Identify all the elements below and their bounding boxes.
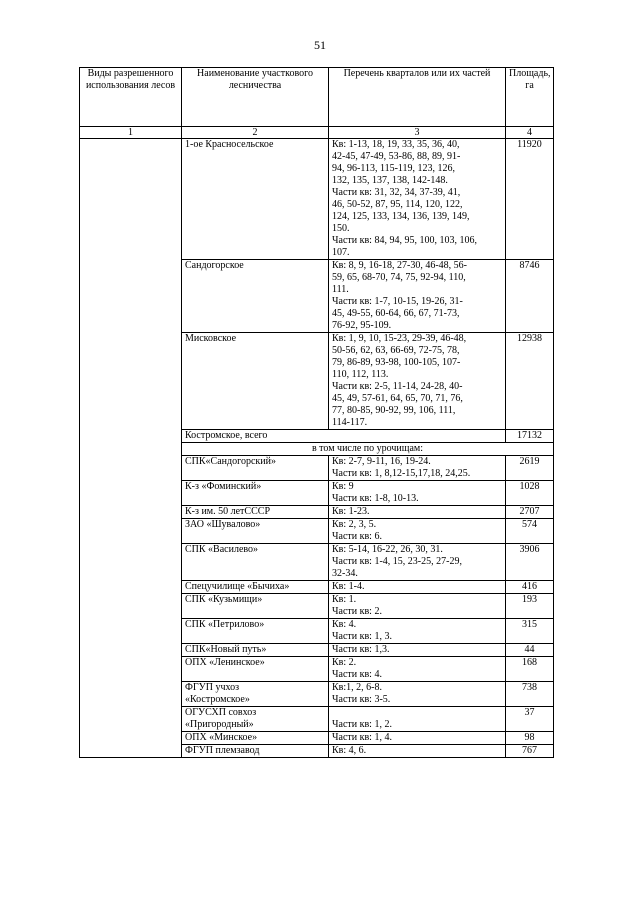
header-usage-type: Виды разрешенного использования лесов <box>80 68 182 127</box>
area-value: 315 <box>506 619 554 644</box>
area-value: 2707 <box>506 506 554 519</box>
area-value: 37 <box>506 707 554 732</box>
district-name: Сандогорское <box>182 260 329 333</box>
tract-name: ОПХ «Ленинское» <box>182 657 329 682</box>
tract-name: СПК «Петрилово» <box>182 619 329 644</box>
quarters-list: Кв:1, 2, 6-8. Части кв: 3-5. <box>329 682 506 707</box>
district-total-name: Костромское, всего <box>182 430 506 443</box>
quarters-list: Кв: 2-7, 9-11, 16, 19-24. Части кв: 1, 8,12-15,17,18, 24,25. <box>329 456 506 481</box>
header-district-name: Наименование участкового лесничества <box>182 68 329 127</box>
col-number: 2 <box>182 127 329 139</box>
quarters-list: Кв: 2. Части кв: 4. <box>329 657 506 682</box>
header-area: Площадь, га <box>506 68 554 127</box>
area-value: 738 <box>506 682 554 707</box>
quarters-list: Части кв: 1,3. <box>329 644 506 657</box>
quarters-list: Кв: 9 Части кв: 1-8, 10-13. <box>329 481 506 506</box>
tract-name: ФГУП племзавод <box>182 745 329 758</box>
quarters-list: Кв: 5-14, 16-22, 26, 30, 31. Части кв: 1-4, 15, 23-25, 27-29, 32-34. <box>329 544 506 581</box>
col-number: 1 <box>80 127 182 139</box>
tract-name: ОГУСХП совхоз «Пригородный» <box>182 707 329 732</box>
area-value: 17132 <box>506 430 554 443</box>
column-number-row <box>80 127 554 139</box>
district-name: Мисковское <box>182 333 329 430</box>
header-quarters-list: Перечень кварталов или их частей <box>329 68 506 127</box>
area-value: 193 <box>506 594 554 619</box>
quarters-list: Кв: 1-4. <box>329 581 506 594</box>
quarters-list: Кв: 1-23. <box>329 506 506 519</box>
quarters-list: Части кв: 1, 2. <box>329 707 506 732</box>
tract-name: СПК«Новый путь» <box>182 644 329 657</box>
quarters-list: Кв: 4, 6. <box>329 745 506 758</box>
area-value: 11920 <box>506 139 554 260</box>
quarters-list: Части кв: 1, 4. <box>329 732 506 745</box>
district-name: 1-ое Красносельское <box>182 139 329 260</box>
forest-quarters-table <box>79 67 554 758</box>
sub-header: в том числе по урочищам: <box>182 443 554 456</box>
tract-name: К-з им. 50 летСССР <box>182 506 329 519</box>
quarters-list: Кв: 4. Части кв: 1, 3. <box>329 619 506 644</box>
quarters-list: Кв: 1-13, 18, 19, 33, 35, 36, 40, 42-45, 47-49, 53-86, 88, 89, 91- 94, 96-113, 115-119, 123, 126, 132, 135, 137, 138, 142-148. Части кв: 31, 32, 34, 37-39, 41, 46, 50-52, 87, 95, 114, 120, 122, 124, 125, 133, 134, 136, 139, 149, 150. Части кв: 84, 94, 95, 100, 103, 106, 107. <box>329 139 506 260</box>
tract-name: ОПХ «Минское» <box>182 732 329 745</box>
area-value: 2619 <box>506 456 554 481</box>
quarters-list: Кв: 8, 9, 16-18, 27-30, 46-48, 56- 59, 65, 68-70, 74, 75, 92-94, 110, 111. Части кв: 1-7, 10-15, 19-26, 31- 45, 49-55, 60-64, 66, 67, 71-73, 76-92, 95-109. <box>329 260 506 333</box>
area-value: 1028 <box>506 481 554 506</box>
quarters-list: Кв: 1, 9, 10, 15-23, 29-39, 46-48, 50-56, 62, 63, 66-69, 72-75, 78, 79, 86-89, 93-98, 100-105, 107- 110, 112, 113. Части кв: 2-5, 11-14, 24-28, 40- 45, 49, 57-61, 64, 65, 70, 71, 76, 77, 80-85, 90-92, 99, 106, 111, 114-117. <box>329 333 506 430</box>
tract-name: К-з «Фоминский» <box>182 481 329 506</box>
area-value: 168 <box>506 657 554 682</box>
tract-name: СПК «Василево» <box>182 544 329 581</box>
quarters-list: Кв: 2, 3, 5. Части кв: 6. <box>329 519 506 544</box>
quarters-list: Кв: 1. Части кв: 2. <box>329 594 506 619</box>
tract-name: СПК«Сандогорский» <box>182 456 329 481</box>
tract-name: Спецучилище «Бычиха» <box>182 581 329 594</box>
area-value: 574 <box>506 519 554 544</box>
col-number: 4 <box>506 127 554 139</box>
header-row <box>80 68 554 127</box>
area-value: 8746 <box>506 260 554 333</box>
tract-name: ЗАО «Шувалово» <box>182 519 329 544</box>
tract-name: СПК «Кузьмищи» <box>182 594 329 619</box>
area-value: 767 <box>506 745 554 758</box>
area-value: 12938 <box>506 333 554 430</box>
col-number: 3 <box>329 127 506 139</box>
table-row <box>80 139 554 260</box>
page-number: 51 <box>314 38 326 52</box>
area-value: 44 <box>506 644 554 657</box>
area-value: 98 <box>506 732 554 745</box>
usage-type-cell <box>80 139 182 758</box>
area-value: 3906 <box>506 544 554 581</box>
tract-name: ФГУП учхоз «Костромское» <box>182 682 329 707</box>
area-value: 416 <box>506 581 554 594</box>
